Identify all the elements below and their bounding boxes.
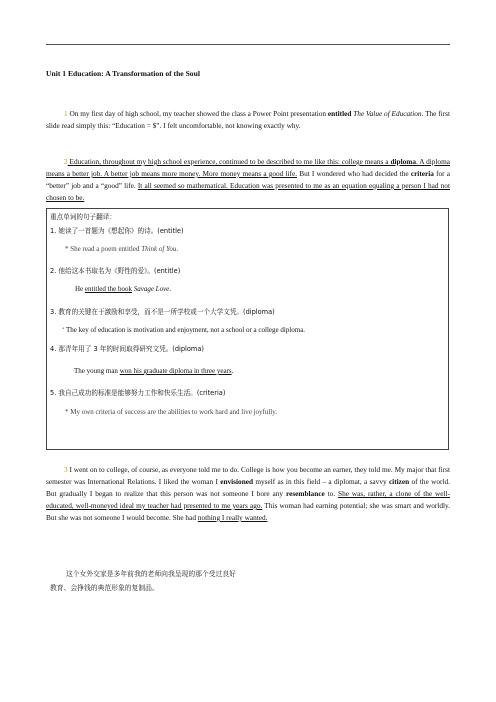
answer-1: * She read a poem entitled Think of You. [65, 245, 179, 253]
unit-title: Unit 1 Education: A Transformation of the Soul [46, 69, 200, 78]
paragraph-1 [46, 108, 450, 132]
paragraph-number: 3 [64, 465, 68, 474]
translation-note-line-1: 这个女外交家是多年前我的老师向我呈现的那个受过良好 [66, 570, 236, 578]
text: myself as in this field – a diplomat, a savvy [253, 477, 389, 486]
header-rule [46, 44, 450, 45]
text: for a “better” job and a “good” life. [46, 169, 450, 190]
question-5: 5. 我自己成功的标准是能够努力工作和快乐生活。(criteria) [50, 389, 226, 397]
underlined-sentence: nothing I really wanted. [197, 513, 268, 522]
keyword-diploma: diploma [390, 157, 416, 166]
text: On my first day of high school, my teacher showed the class a Power Point presentation [67, 109, 328, 118]
book-title: The Value of Education [353, 109, 422, 118]
paragraph-number: 1 [64, 109, 68, 118]
keyword-citizen: citizen [388, 477, 410, 486]
paragraph-2 [46, 156, 450, 204]
text: Education, throughout my high school experience, continued to be described to me like this: college means a diploma. A diploma means a better job. A better job means more money. More money means a good life. [46, 157, 450, 178]
underlined-sentence: It all seemed so mathematical. Education was presented to me as an equation equaling a person I had not chosen to be. [46, 181, 450, 202]
text: . The first slide read simply this: “Education = $”. I felt uncomfortable, not knowing exactly why. [46, 109, 450, 130]
question-3: 3. 教育的关键在于激励和享受，而不是一所学校或一个大学文凭。(diploma) [50, 308, 275, 316]
question-1: 1. 她读了一首题为《想起你》的诗。(entitle) [50, 227, 184, 235]
question-2: 2. 他给这本书取名为《野性的爱》。(entitle) [50, 267, 181, 275]
paragraph-3 [46, 464, 450, 524]
answer-4: The young man won his graduate diploma in three years. [74, 367, 234, 375]
keyword-criteria: criteria [410, 169, 434, 178]
text: I went on to college, of course, as everyone told me to do. College is how you become an earner, they told me. My major that first semester was International Relations. I liked the woman I [46, 465, 450, 486]
vocabulary-box [46, 208, 449, 450]
text: of the world. But gradually I began to realize that this person was not someone I bore any [46, 477, 450, 498]
answer-5: * My own criteria of success are the abilities to work hard and live joyfully. [65, 408, 278, 416]
text: But I wondered who had decided the [297, 169, 411, 178]
keyword-resemblance: resemblance [285, 489, 325, 498]
underlined-sentence: She was, rather, a clone of the well-educated, well-moneyed ideal my teacher had presented to me years ago. [46, 489, 450, 510]
translation-note-line-2: 教育、会挣钱的典范形象的复制品。 [50, 584, 159, 592]
text: to. [324, 489, 339, 498]
text: This woman had earning potential; she was smart and worldly. But she was not someone I would become. She had [46, 501, 450, 522]
answer-2: He entitled the book Savage Love. [75, 285, 172, 293]
question-4: 4. 那青年用了 3 年的时间取得研究文凭。(diploma) [50, 345, 204, 353]
box-header: 重点单词的句子翻译： [50, 213, 116, 221]
keyword-entitled: entitled [327, 109, 352, 118]
keyword-envisioned: envisioned [220, 477, 254, 486]
paragraph-number: 2 [64, 157, 68, 166]
answer-3: ‘ The key of education is motivation and enjoyment, not a school or a college diploma. [62, 326, 306, 334]
